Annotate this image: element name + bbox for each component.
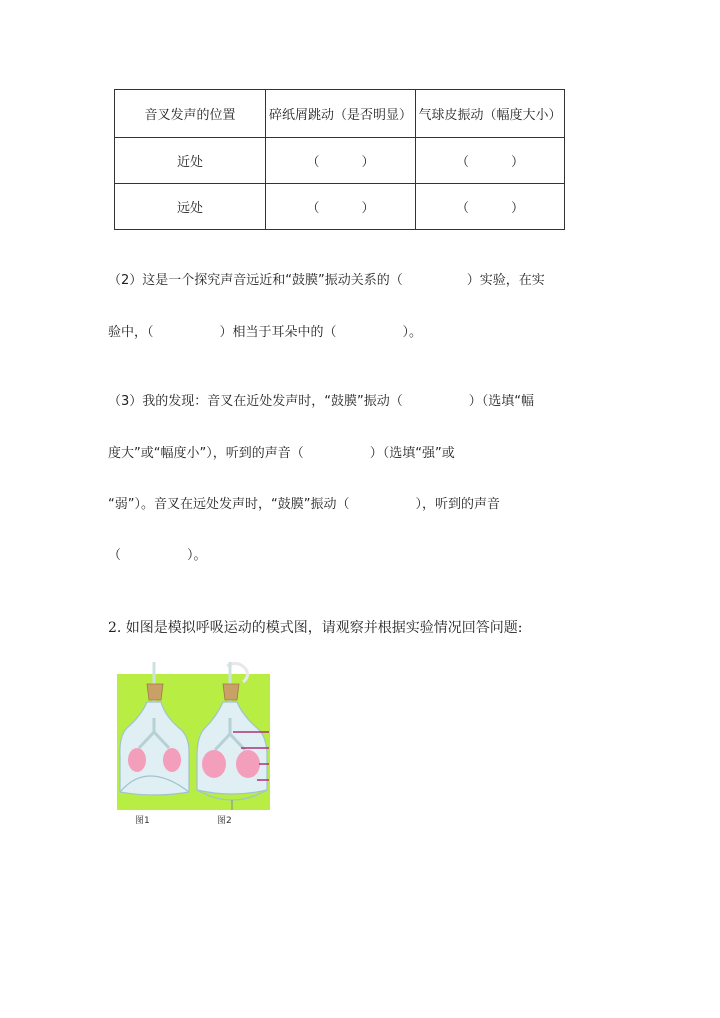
balloon-right [236,750,260,778]
row-label-far: 远处 [115,184,266,230]
answer-cell[interactable]: （ ） [416,138,565,184]
table-row [115,138,565,184]
row-label-near: 近处 [115,138,266,184]
balloon-left [128,748,146,772]
q3-line-4: （ ）。 [108,548,207,563]
header-position: 音叉发声的位置 [115,90,266,138]
header-balloon: 气球皮振动（幅度大小） [416,90,565,138]
breathing-model-figure [117,660,270,810]
answer-cell[interactable]: （ ） [266,184,416,230]
q3-line-3: “弱”）。音叉在远处发声时，“鼓膜”振动（ ），听到的声音 [108,497,500,512]
balloon-left [202,750,226,778]
answer-cell[interactable]: （ ） [416,184,565,230]
q2-line-2: 验中，（ ）相当于耳朵中的（ ）。 [108,325,423,340]
q3-line-1: （3）我的发现：音叉在近处发声时，“鼓膜”振动（ ）（选填“幅 [108,394,534,409]
cork [147,684,163,700]
figure-2-caption: 图2 [217,816,232,826]
table-header-row [115,90,565,138]
results-table [114,89,565,230]
q2-line-1: （2）这是一个探究声音远近和“鼓膜”振动关系的（ ）实验，在实 [108,273,545,288]
q3-line-2: 度大”或“幅度小”），听到的声音（ ）（选填“强”或 [108,446,455,461]
question-2-text: 2. 如图是模拟呼吸运动的模式图，请观察并根据实验情况回答问题: [108,620,523,636]
balloon-right [163,748,181,772]
figure-1-caption: 图1 [135,816,150,826]
table-row [115,184,565,230]
answer-cell[interactable]: （ ） [266,138,416,184]
header-paper-bits: 碎纸屑跳动（是否明显） [266,90,416,138]
cork [223,684,239,700]
